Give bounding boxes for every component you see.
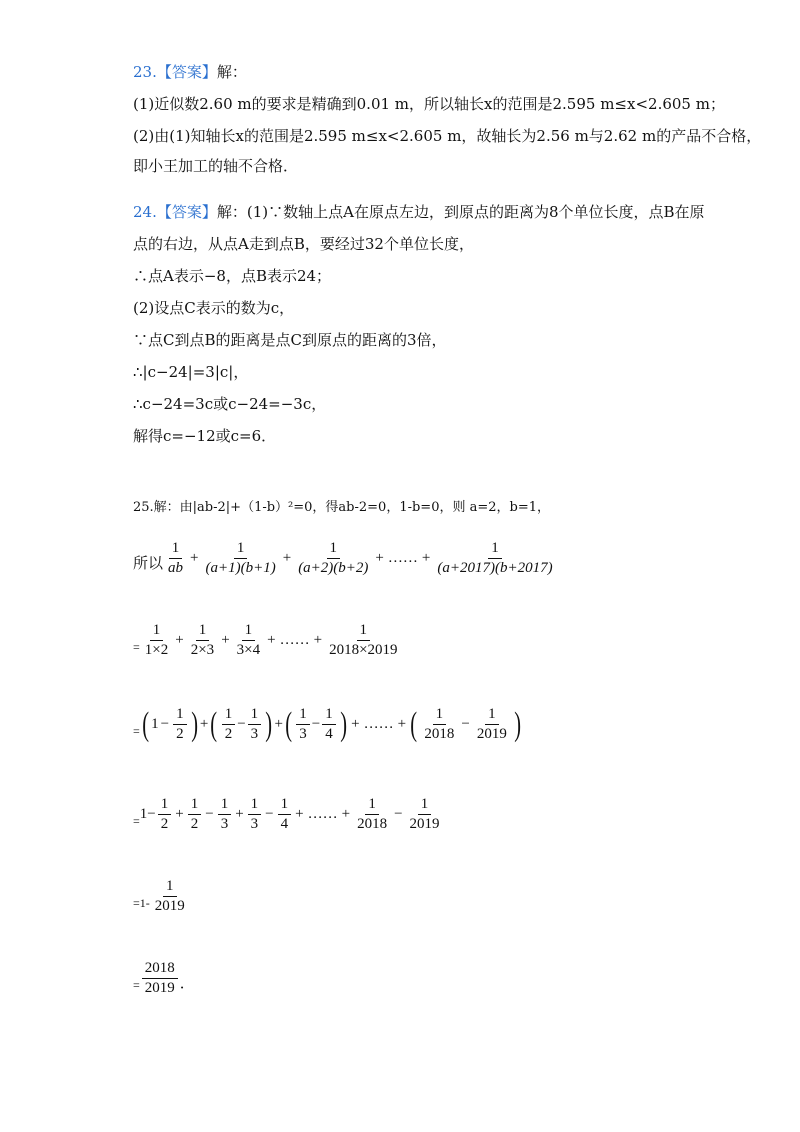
plus-sign: + — [375, 550, 384, 566]
left-paren: ( — [142, 705, 149, 743]
numerator: 1 — [173, 706, 187, 725]
q23-jie: 解： — [216, 63, 247, 81]
numerator: 1 — [418, 796, 432, 815]
fraction — [434, 540, 555, 577]
fraction — [407, 796, 443, 833]
fraction — [202, 540, 278, 577]
q23-header — [133, 62, 247, 82]
ellipsis: …… — [307, 806, 338, 822]
minus-sign: − — [205, 806, 214, 822]
fraction — [142, 960, 178, 997]
one-minus: 1− — [139, 806, 156, 822]
denominator: 2018×2019 — [329, 642, 398, 658]
numerator: 1 — [488, 540, 502, 559]
q25-line-1: 25.解：由|ab-2|+（1-b）²=0，得ab-2=0，1-b=0，则 a=2，b=1， — [133, 500, 551, 515]
q23-number: 23. — [133, 63, 157, 81]
left-paren: ( — [285, 705, 293, 743]
denominator: 2 — [160, 816, 169, 832]
q24-line-3: ∴点A表示−8，点B表示24； — [133, 267, 332, 285]
q24-line-4: (2)设点C表示的数为c， — [133, 299, 295, 317]
fraction — [474, 706, 510, 743]
numerator: 1 — [327, 540, 341, 559]
q24-line-1: 解：(1)∵数轴上点A在原点左边，到原点的距离为8个单位长度，点B在原 — [216, 203, 705, 221]
denominator: (a+1)(b+1) — [205, 560, 276, 576]
right-paren: ) — [514, 705, 521, 743]
fraction — [326, 622, 400, 659]
denominator: 1×2 — [144, 642, 169, 658]
numerator: 1 — [234, 540, 248, 559]
fraction — [158, 796, 172, 833]
minus-sign: − — [160, 716, 170, 732]
equals-sign: = — [133, 640, 140, 654]
fraction — [295, 540, 371, 577]
fraction — [222, 706, 236, 743]
equals-sign: = — [133, 978, 140, 992]
right-paren: ) — [340, 705, 347, 743]
left-paren: ( — [210, 705, 218, 743]
q24-line-7: ∴c−24=3c或c−24=−3c， — [133, 395, 327, 413]
plus-sign: + — [351, 716, 360, 732]
q24-line-5: ∵点C到点B的距离是点C到原点的距离的3倍， — [133, 331, 447, 349]
denominator: 3 — [250, 816, 259, 832]
fraction — [188, 796, 202, 833]
q25-row-6 — [133, 960, 195, 997]
plus-sign: + — [421, 550, 431, 566]
numerator: 1 — [163, 878, 177, 897]
numerator: 1 — [248, 796, 262, 815]
denominator: 2×3 — [190, 642, 215, 658]
denominator: 4 — [325, 726, 333, 742]
q25-row-1 — [133, 540, 558, 577]
minus-sign: − — [311, 716, 321, 732]
right-paren: ) — [265, 705, 273, 743]
denominator: 3 — [299, 726, 307, 742]
q23-line-2: (2)由(1)知轴长x的范围是2.595 m≤x<2.605 m，故轴长为2.56 m与2.62 m的产品不合格， — [133, 127, 762, 145]
q25-row-4 — [133, 796, 445, 833]
plus-sign: + — [175, 806, 184, 822]
numerator: 1 — [196, 622, 210, 641]
numerator: 1 — [365, 796, 379, 815]
q23-line-1: (1)近似数2.60 m的要求是精确到0.01 m，所以轴长x的范围是2.595 m≤x<2.605 m； — [133, 95, 725, 113]
minus-sign: − — [461, 716, 470, 732]
plus-sign: + — [190, 550, 199, 566]
plus-sign: + — [341, 806, 351, 822]
fraction — [354, 796, 390, 833]
denominator: 2 — [190, 816, 199, 832]
numerator: 1 — [433, 706, 447, 725]
ellipsis: …… — [363, 716, 394, 732]
numerator: 1 — [169, 540, 183, 559]
fraction — [322, 706, 336, 743]
denominator: 2019 — [154, 898, 185, 914]
equals-sign: = — [133, 724, 140, 738]
plus-sign: + — [313, 632, 323, 648]
numerator: 1 — [150, 622, 164, 641]
numerator: 1 — [248, 706, 262, 725]
q25-row-5 — [133, 878, 190, 915]
minus-sign: − — [265, 806, 274, 822]
q24-header — [133, 202, 705, 222]
q25-row-2 — [133, 622, 403, 659]
fraction — [248, 706, 262, 743]
fraction — [218, 796, 232, 833]
denominator: 2019 — [409, 816, 440, 832]
fraction — [296, 706, 310, 743]
one: 1 — [151, 716, 159, 732]
numerator: 1 — [158, 796, 172, 815]
plus-sign: + — [221, 632, 230, 648]
numerator: 1 — [357, 622, 371, 641]
q24-line-2: 点的右边，从点A走到点B，要经过32个单位长度， — [133, 235, 474, 253]
plus-sign: + — [274, 716, 283, 732]
fraction — [278, 796, 292, 833]
fraction — [248, 796, 262, 833]
plus-sign: + — [282, 550, 292, 566]
q23-line-3: 即小王加工的轴不合格． — [133, 157, 299, 175]
denominator: ab — [168, 560, 184, 576]
one-minus: 1- — [139, 896, 150, 910]
denominator: 2 — [176, 726, 184, 742]
q25-suoyi: 所以 — [133, 556, 164, 572]
plus-sign: + — [397, 716, 407, 732]
denominator: 2 — [224, 726, 233, 742]
equals-sign: = — [133, 896, 140, 910]
q24-line-6: ∴|c−24|=3|c|， — [133, 363, 249, 381]
fraction — [421, 706, 457, 743]
plus-sign: + — [235, 806, 244, 822]
q24-line-8: 解得c=−12或c=6． — [133, 427, 277, 445]
numerator: 1 — [485, 706, 499, 725]
minus-sign: − — [237, 716, 246, 732]
fraction — [142, 622, 171, 659]
plus-sign: + — [175, 632, 184, 648]
numerator: 1 — [296, 706, 310, 725]
denominator: 4 — [280, 816, 289, 832]
plus-sign: + — [295, 806, 304, 822]
fraction — [152, 878, 188, 915]
numerator: 1 — [242, 622, 256, 641]
q23-answer-tag: 【答案】 — [156, 63, 217, 81]
plus-sign: + — [267, 632, 276, 648]
numerator: 1 — [322, 706, 336, 725]
plus-sign: + — [199, 716, 209, 732]
fraction — [188, 622, 217, 659]
denominator: 3 — [250, 726, 259, 742]
numerator: 1 — [278, 796, 292, 815]
q25-row-3 — [133, 706, 523, 743]
minus-sign: − — [394, 806, 403, 822]
fraction — [173, 706, 187, 743]
numerator: 2018 — [142, 960, 178, 979]
denominator: 3 — [220, 816, 229, 832]
denominator: 2019 — [144, 980, 175, 996]
numerator: 1 — [222, 706, 236, 725]
denominator: (a+2017)(b+2017) — [437, 560, 553, 576]
ellipsis: …… — [279, 632, 310, 648]
q24-answer-tag: 【答案】 — [156, 203, 217, 221]
denominator: (a+2)(b+2) — [298, 560, 369, 576]
left-paren: ( — [410, 705, 418, 743]
right-paren: ) — [190, 705, 198, 743]
fraction — [234, 622, 263, 659]
denominator: 3×4 — [236, 642, 261, 658]
ellipsis: …… — [387, 550, 418, 566]
denominator: 2018 — [357, 816, 388, 832]
period: ． — [179, 976, 195, 992]
q24-number: 24. — [133, 203, 157, 221]
equals-sign: = — [133, 814, 140, 828]
numerator: 1 — [218, 796, 232, 815]
denominator: 2019 — [476, 726, 507, 742]
numerator: 1 — [188, 796, 202, 815]
denominator: 2018 — [424, 726, 455, 742]
fraction — [165, 540, 186, 577]
